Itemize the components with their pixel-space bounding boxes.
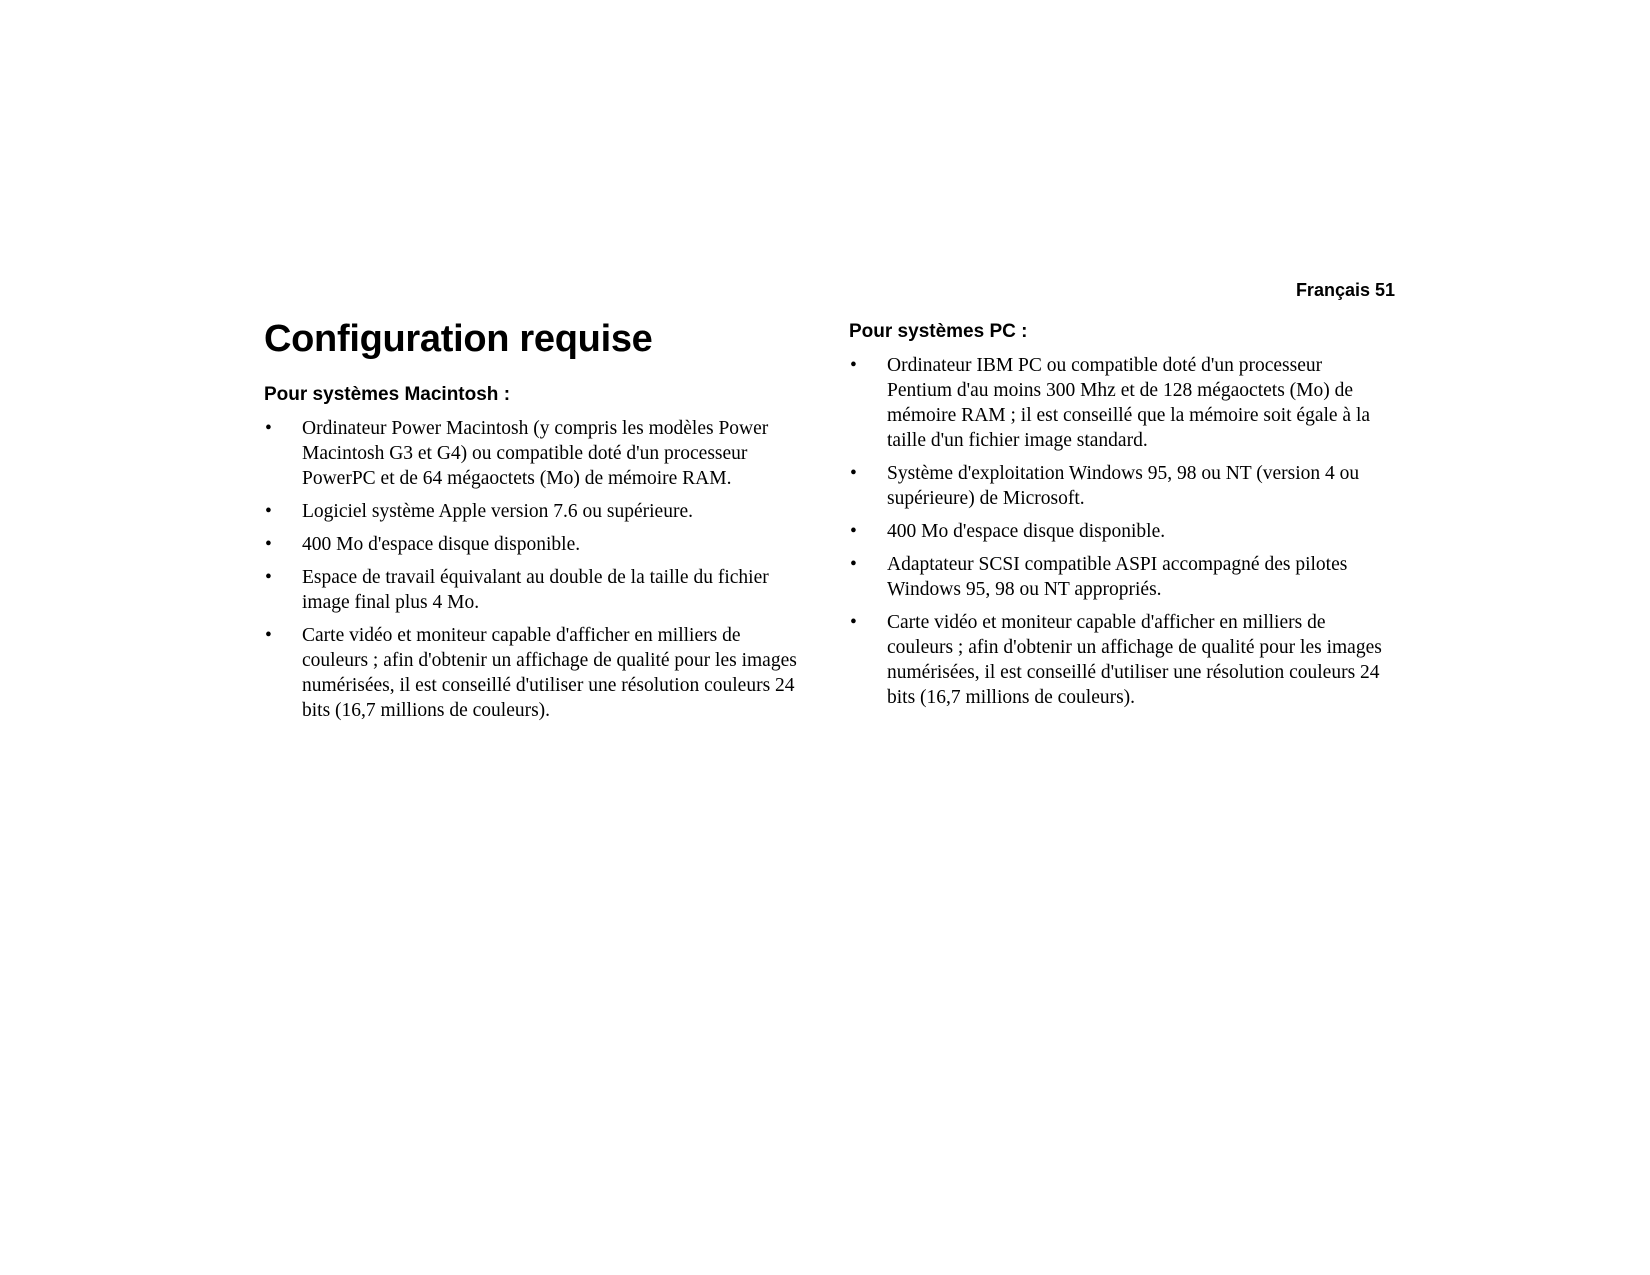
page-title: Configuration requise — [264, 318, 653, 360]
mac-requirement-text: Carte vidéo et moniteur capable d'afficher en milliers de couleurs ; afin d'obtenir un affichage de qualité pour les images numérisées, il est conseillé d'utiliser une résolution couleurs 24 bits (16,7 millions de couleurs). — [302, 625, 797, 721]
mac-requirement-text: Ordinateur Power Macintosh (y compris les modèles Power Macintosh G3 et G4) ou compatible doté d'un processeur PowerPC et de 64 mégaoctets (Mo) de mémoire RAM. — [302, 418, 769, 489]
bullet-icon: • — [265, 567, 272, 588]
mac-requirements-list — [264, 416, 804, 723]
mac-requirement-text: 400 Mo d'espace disque disponible. — [302, 534, 581, 555]
mac-requirements-section — [264, 383, 804, 731]
pc-requirement-text: Ordinateur IBM PC ou compatible doté d'un processeur Pentium d'au moins 300 Mhz et de 128 mégaoctets (Mo) de mémoire RAM ; il est conseillé que la mémoire soit égale à la taille d'un fichier image standard. — [887, 355, 1371, 451]
mac-requirement-item — [264, 532, 804, 557]
mac-requirements-heading: Pour systèmes Macintosh : — [264, 384, 511, 405]
page-number: Français 51 — [1295, 280, 1395, 300]
bullet-icon: • — [850, 355, 857, 376]
pc-requirement-text: 400 Mo d'espace disque disponible. — [887, 521, 1166, 542]
pc-requirement-item — [849, 519, 1389, 544]
pc-requirement-item — [849, 353, 1389, 453]
pc-requirement-item — [849, 461, 1389, 511]
bullet-icon: • — [850, 521, 857, 542]
pc-requirement-item — [849, 610, 1389, 710]
mac-requirement-text: Espace de travail équivalant au double de la taille du fichier image final plus 4 Mo. — [302, 567, 769, 613]
mac-requirement-item — [264, 416, 804, 491]
pc-requirement-text: Système d'exploitation Windows 95, 98 ou NT (version 4 ou supérieure) de Microsoft. — [887, 463, 1360, 509]
mac-requirement-item — [264, 499, 804, 524]
bullet-icon: • — [850, 554, 857, 575]
pc-requirements-section — [849, 320, 1389, 718]
bullet-icon: • — [850, 463, 857, 484]
bullet-icon: • — [265, 418, 272, 439]
pc-requirements-heading: Pour systèmes PC : — [849, 321, 1028, 342]
bullet-icon: • — [265, 534, 272, 555]
pc-requirement-text: Carte vidéo et moniteur capable d'afficher en milliers de couleurs ; afin d'obtenir un affichage de qualité pour les images numérisées, il est conseillé d'utiliser une résolution couleurs 24 bits (16,7 millions de couleurs). — [887, 612, 1382, 708]
pc-requirements-list — [849, 353, 1389, 710]
bullet-icon: • — [850, 612, 857, 633]
mac-requirement-item — [264, 565, 804, 615]
pc-requirement-text: Adaptateur SCSI compatible ASPI accompagné des pilotes Windows 95, 98 ou NT appropriés. — [887, 554, 1348, 600]
bullet-icon: • — [265, 625, 272, 646]
mac-requirement-item — [264, 623, 804, 723]
bullet-icon: • — [265, 501, 272, 522]
mac-requirement-text: Logiciel système Apple version 7.6 ou supérieure. — [302, 501, 693, 522]
pc-requirement-item — [849, 552, 1389, 602]
